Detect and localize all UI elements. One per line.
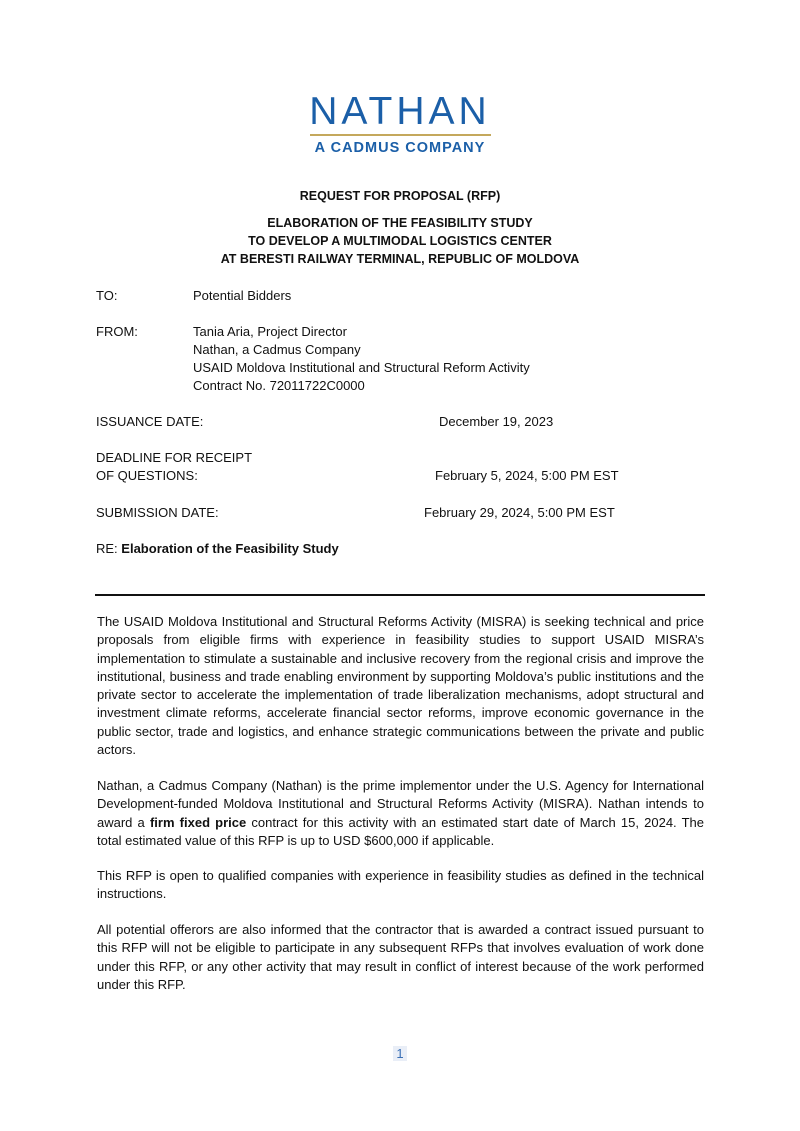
logo-wordmark: NATHAN (309, 90, 491, 133)
logo-gold-rule (310, 134, 491, 136)
to-value: Potential Bidders (193, 288, 292, 303)
deadline-label-line-1: DEADLINE FOR RECEIPT (96, 450, 253, 465)
rfp-title: REQUEST FOR PROPOSAL (RFP) (299, 189, 501, 203)
logo-tagline: A CADMUS COMPANY (314, 140, 486, 156)
paragraph-misra-overview: The USAID Moldova Institutional and Structural Reforms Activity (MISRA) is seeking technical and price proposals from eligible firms with experience in feasibility studies to support USAID MISRA’s implementation to stimulate a sustainable and inclusive recovery from the regional crisis and improve the institutional, business and trade enabling environment by supporting Moldova’s public institutions and the private sector to accelerate the implementation of trade liberalization mechanisms, adopt structural and investment climate reforms, accelerate financial sector reforms, improve economic governance in the public sector, trade and logistics, and enhance strategic communications between the private and public actors. (97, 614, 704, 758)
rfp-subtitle-line-3: AT BERESTI RAILWAY TERMINAL, REPUBLIC OF MOLDOVA (220, 252, 580, 266)
nathan-logo (300, 92, 500, 156)
re-label: RE: (96, 541, 122, 556)
re-line (96, 541, 339, 556)
rfp-subtitle-line-2: TO DEVELOP A MULTIMODAL LOGISTICS CENTER (248, 234, 552, 248)
submission-date-label: SUBMISSION DATE: (96, 505, 219, 520)
issuance-date-value: December 19, 2023 (439, 414, 554, 429)
p2-firm-fixed-price: firm fixed price (149, 814, 247, 830)
to-label: TO: (96, 288, 118, 303)
from-line: USAID Moldova Institutional and Structural Reform Activity (193, 360, 530, 375)
submission-date-value: February 29, 2024, 5:00 PM EST (424, 505, 615, 520)
section-divider (95, 594, 705, 596)
from-line: Tania Aria, Project Director (193, 324, 347, 339)
rfp-subtitle-line-1: ELABORATION OF THE FEASIBILITY STUDY (267, 216, 533, 230)
page-number: 1 (393, 1046, 407, 1061)
p2-text-b: contract for this activity with an estimated start date of March 15, 2024. The total estimated value of this RFP is up to USD $600,000 if applicable. (97, 814, 704, 848)
issuance-date-label: ISSUANCE DATE: (96, 414, 204, 429)
paragraph-nathan-award (97, 777, 704, 850)
from-label: FROM: (96, 324, 138, 339)
paragraph-conflict-of-interest: All potential offerors are also informed that the contractor that is awarded a contract issued pursuant to this RFP will not be eligible to participate in any subsequent RFPs that involves evaluation of work done under this RFP, or any other activity that may result in conflict of interest because of the work performed under this RFP. (97, 922, 704, 992)
re-subject: Elaboration of the Feasibility Study (121, 541, 339, 556)
paragraph-eligibility: This RFP is open to qualified companies with experience in feasibility studies as defined in the technical instructions. (97, 868, 704, 902)
from-line: Contract No. 72011722C0000 (193, 378, 365, 393)
p2-text-a: Nathan, a Cadmus Company (Nathan) is the prime implementor under the U.S. Agency for International Development-funded Moldova Institutional and Structural Reforms Activity (MISRA). Nathan intends to award a (97, 778, 704, 830)
deadline-label-line-2: OF QUESTIONS: (96, 468, 198, 483)
deadline-value: February 5, 2024, 5:00 PM EST (435, 468, 619, 483)
from-line: Nathan, a Cadmus Company (193, 342, 361, 357)
